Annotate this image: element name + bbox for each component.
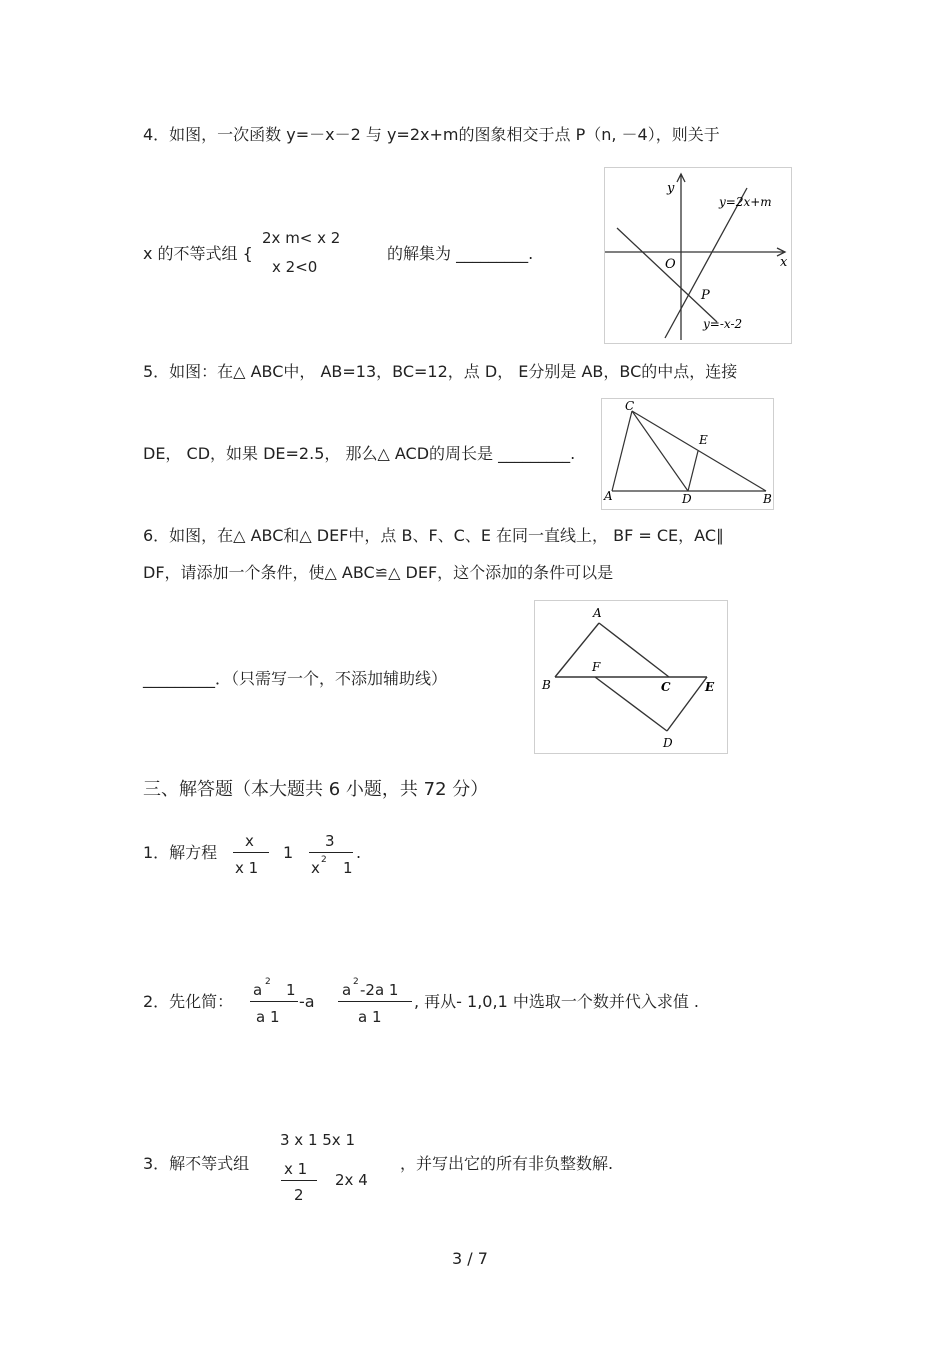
q4-x-prefix: x 的不等式组 {: [143, 244, 253, 263]
point-b-label: B: [542, 678, 551, 692]
section-3-heading: 三、解答题（本大题共 6 小题，共 72 分）: [143, 779, 489, 800]
segment-ac: [599, 623, 669, 677]
p2-fraction2-num-rest: -2a 1: [360, 981, 399, 999]
line-y-2x-m: [665, 188, 747, 338]
p2-fraction1-num-rest: 1: [286, 981, 296, 999]
p1-label: 1．解方程: [143, 843, 218, 862]
segment-cb: [632, 411, 766, 491]
page-number: 3 / 7: [452, 1249, 488, 1268]
origin-label: O: [665, 257, 676, 272]
vertex-a-label: A: [593, 606, 602, 620]
p1-fraction1-bar: [233, 852, 269, 853]
segment-de: [688, 451, 698, 491]
p2-fraction1-num-a: a: [253, 981, 263, 999]
p1-fraction2-den-x: x: [311, 859, 320, 877]
q5-line1: 5．如图：在△ ABC中， AB=13，BC=12，点 D， E分别是 AB，BC的中点，连接: [143, 362, 738, 381]
segment-fd: [595, 677, 667, 731]
q6-line1: 6．如图，在△ ABC和△ DEF中，点 B、F、C、E 在同一直线上， BF = CE，AC∥: [143, 526, 725, 545]
p3-fraction-numerator: x 1: [284, 1160, 308, 1178]
segment-ac: [612, 411, 632, 491]
q6-line2: DF，请添加一个条件，使△ ABC≌△ DEF，这个添加的条件可以是: [143, 563, 614, 582]
p3-rhs: 2x 4: [335, 1171, 368, 1189]
q6-line3: _________．（只需写一个，不添加辅助线）: [143, 669, 448, 688]
p1-constant: 1: [283, 843, 294, 862]
p2-tail: , 再从- 1,0,1 中选取一个数并代入求值 .: [414, 992, 700, 1011]
p1-fraction2-bar: [309, 852, 353, 853]
segment-cd: [632, 411, 688, 491]
p1-fraction1-denominator: x 1: [235, 859, 259, 877]
y-axis-label: y: [667, 181, 675, 196]
line1-label: y=2x+m: [719, 195, 772, 209]
point-e-label: E: [705, 680, 715, 694]
q4-line1: 4．如图，一次函数 y=－x－2 与 y=2x+m的图象相交于点 P（n, －4），则关于: [143, 125, 720, 144]
q4-system-top: 2x m< x 2: [262, 229, 341, 247]
vertex-b-label: B: [763, 492, 772, 506]
q4-answer-suffix: 的解集为 _________.: [387, 244, 534, 263]
p2-label: 2．先化简：: [143, 992, 234, 1011]
q5-figure: [601, 398, 774, 510]
p2-fraction2-denominator: a 1: [358, 1008, 382, 1026]
p1-fraction2-den-exponent: 2: [321, 855, 327, 865]
q6-figure: [534, 600, 728, 754]
x-axis-label: x: [780, 255, 788, 270]
p2-fraction1-denominator: a 1: [256, 1008, 280, 1026]
q5-line2: DE， CD，如果 DE=2.5， 那么△ ACD的周长是 _________.: [143, 444, 576, 463]
vertex-c-label: C: [625, 399, 635, 413]
point-d-label: D: [682, 492, 692, 506]
q4-figure: [604, 167, 792, 344]
point-c-label: C: [661, 680, 671, 694]
p1-fraction2-den-rest: 1: [343, 859, 353, 877]
point-d-label: D: [663, 736, 673, 750]
p3-tail: ，并写出它的所有非负整数解.: [400, 1154, 614, 1173]
p1-fraction2-numerator: 3: [325, 832, 335, 850]
p2-fraction1-bar: [250, 1001, 298, 1002]
line-y-neg-x-2: [617, 228, 717, 322]
point-p-label: P: [701, 288, 710, 303]
line2-label: y=-x-2: [703, 317, 743, 331]
vertex-a-label: A: [604, 489, 613, 503]
p2-fraction2-bar: [338, 1001, 412, 1002]
p2-fraction1-num-exponent: 2: [265, 977, 271, 987]
p3-label: 3．解不等式组: [143, 1154, 250, 1173]
segment-de: [667, 677, 707, 731]
p3-row1: 3 x 1 5x 1: [280, 1131, 355, 1149]
q4-system-bottom: x 2<0: [272, 258, 318, 276]
p3-fraction-denominator: 2: [294, 1186, 304, 1204]
p1-fraction1-numerator: x: [245, 832, 254, 850]
p2-fraction2-num-exponent: 2: [353, 977, 359, 987]
p3-fraction-bar: [281, 1180, 317, 1181]
p1-tail: .: [356, 843, 362, 862]
p2-minus-a: -a: [299, 992, 315, 1011]
p2-fraction2-num-a: a: [342, 981, 352, 999]
point-e-label: E: [699, 433, 708, 447]
point-f-label: F: [592, 660, 601, 674]
